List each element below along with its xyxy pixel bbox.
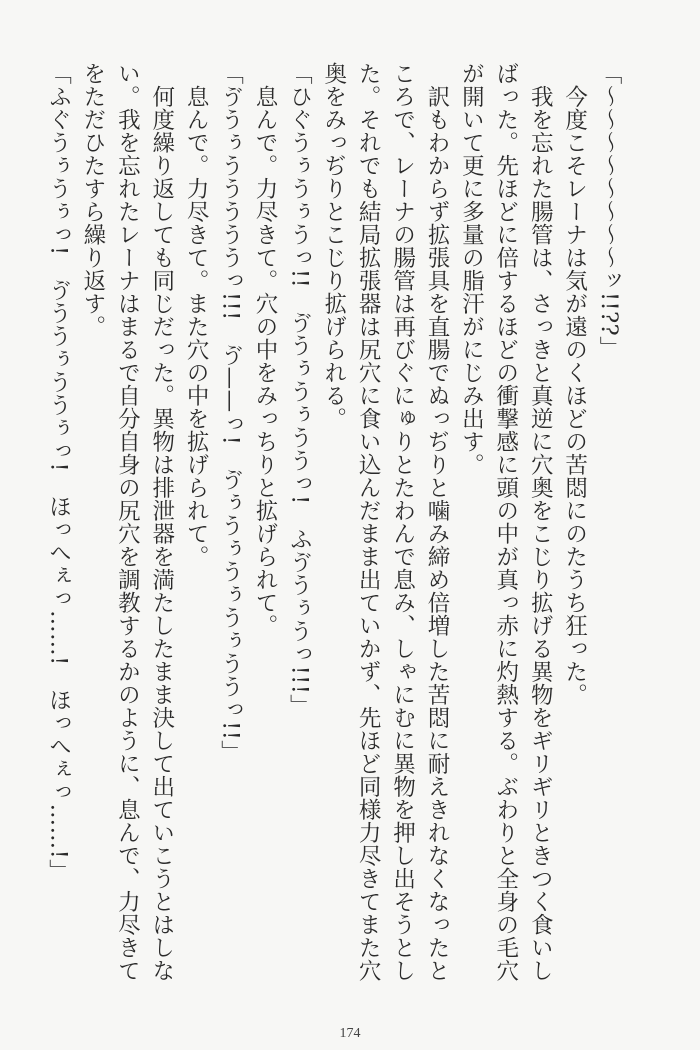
text-column: 今度こそレーナは気が遠のくほどの苦悶にのたうち狂った。 xyxy=(561,84,588,706)
body-text xyxy=(41,62,626,982)
text-column: い。我を忘れたレーナはまるで自分自身の尻穴を調教するかのように、息んで、力尽きて xyxy=(114,62,141,982)
page-number: 174 xyxy=(339,1026,361,1041)
text-column: が開いて更に多量の脂汗がにじみ出す。 xyxy=(458,62,485,476)
text-column: 「ゔうぅうううううっ!!! ゔ——っ! ゔぅうぅうぅうぅううっ!!」 xyxy=(217,62,244,764)
text-column: 我を忘れた腸管は、さっきと真逆に穴奥をこじり拡げる異物をギリギリときつく食いし xyxy=(527,84,554,982)
text-column: をただひたすら繰り返す。 xyxy=(79,62,106,338)
text-column: 息んで。力尽きて。穴の中をみっちりと拡げられて。 xyxy=(251,84,278,637)
text-column: 「ふぐうぅうぅっ! ゔううぅううぅっ! ほっへぇっ……! ほっへぇっ……!」 xyxy=(45,62,72,883)
text-column: ころで、レーナの腸管は再びぐにゅりとたわんで息み、しゃにむに異物を押し出そうとし xyxy=(389,62,416,982)
text-column: ばった。先ほどに倍するほどの衝撃感に頭の中が真っ赤に灼熱する。ぶわりと全身の毛穴 xyxy=(492,62,519,982)
text-column: 奥をみっぢりとこじり拡げられる。 xyxy=(320,62,347,430)
text-column: 何度繰り返しても同じだった。異物は排泄器を満たしたまま決して出ていこうとはしな xyxy=(148,84,175,982)
text-column: 息んで。力尽きて。また穴の中を拡げられて。 xyxy=(183,84,210,568)
text-column: た。それでも結局拡張器は尻穴に食い込んだまま出ていかず、先ほど同様力尽きてまた穴 xyxy=(355,62,382,982)
text-column: 「ひぐうぅうぅうっ!! ゔうぅうぅううっ! ふゔうぅうっ!!!」 xyxy=(286,62,313,718)
text-column: 訳もわからず拡張具を直腸でぬっぢりと噛み締め倍増した苦悶に耐えきれなくなったと xyxy=(423,84,450,982)
text-column: 「〜〜〜〜〜〜〜〜ッ!!??」 xyxy=(596,62,622,360)
